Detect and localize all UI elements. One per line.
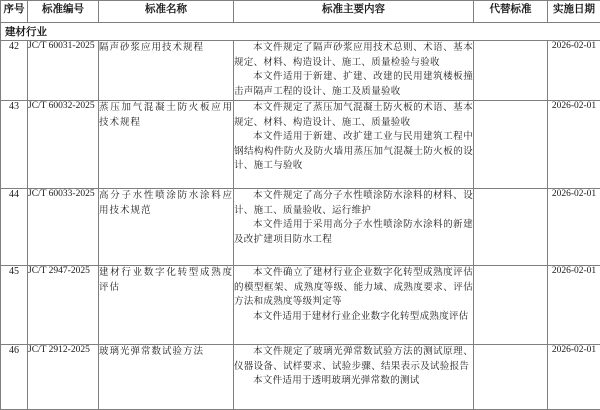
standard-content-cell	[234, 189, 474, 266]
standard-name-cell: 建材行业数字化转型成熟度评估	[99, 266, 234, 345]
content-paragraph: 本文件适用于采用高分子水性喷涂防水涂料的新建及改扩建项目防水工程	[234, 218, 473, 247]
content-paragraph: 本文件适用于新建、改扩建工业与民用建筑工程中钢结构构件防火及防火墙用蒸压加气混凝土防火板的设计、施工与验收	[234, 130, 473, 174]
replaced-standard-cell	[474, 345, 548, 410]
replaced-standard-cell	[474, 41, 548, 101]
standard-content-cell	[234, 101, 474, 189]
standard-content-cell	[234, 41, 474, 101]
section-row	[1, 23, 600, 41]
standard-code-cell: JC/T 60032-2025	[28, 101, 99, 189]
content-paragraph: 本文件规定了蒸压加气混凝土防火板的术语、基本规定、材料、构造设计、施工、质量验收	[234, 101, 473, 130]
date-cell: 2026-02-01	[548, 41, 600, 101]
standard-code-cell: JC/T 2947-2025	[28, 266, 99, 345]
column-header-standard-name: 标准名称	[99, 1, 234, 23]
content-paragraph: 本文件适用于建材行业企业数字化转型成熟度评估	[234, 310, 473, 325]
seq-cell: 45	[1, 266, 28, 345]
seq-cell: 46	[1, 345, 28, 410]
replaced-standard-cell	[474, 266, 548, 345]
date-cell: 2026-02-01	[548, 345, 600, 410]
table-row	[1, 266, 600, 345]
standard-name-cell: 高分子水性喷涂防水涂料应用技术规范	[99, 189, 234, 266]
content-paragraph: 本文件规定了玻璃光弹常数试验方法的测试原理、仪器设备、试样要求、试验步骤、结果表示及试验报告	[234, 345, 473, 374]
table-row	[1, 189, 600, 266]
content-paragraph: 本文件适用于新建、扩建、改建的民用建筑楼板撞击声隔声工程的设计、施工及质量验收	[234, 70, 473, 99]
header-row	[1, 1, 600, 23]
standard-content-cell	[234, 345, 474, 410]
seq-cell: 44	[1, 189, 28, 266]
content-paragraph: 本文件规定了隔声砂浆应用技术总则、术语、基本规定、材料、构造设计、施工、质量检验与验收	[234, 41, 473, 70]
replaced-standard-cell	[474, 101, 548, 189]
standard-code-cell: JC/T 60033-2025	[28, 189, 99, 266]
standard-name-cell: 隔声砂浆应用技术规程	[99, 41, 234, 101]
date-cell: 2026-02-01	[548, 101, 600, 189]
seq-cell: 42	[1, 41, 28, 101]
table-row	[1, 345, 600, 410]
column-header-replaced-standard: 代替标准	[474, 1, 548, 23]
standard-content-cell	[234, 266, 474, 345]
content-paragraph: 本文件规定了高分子水性喷涂防水涂料的材料、设计、施工、质量验收、运行维护	[234, 189, 473, 218]
seq-cell: 43	[1, 101, 28, 189]
column-header-seq: 序号	[1, 1, 28, 23]
replaced-standard-cell	[474, 189, 548, 266]
standard-code-cell: JC/T 2912-2025	[28, 345, 99, 410]
date-cell: 2026-02-01	[548, 189, 600, 266]
column-header-standard-code: 标准编号	[28, 1, 99, 23]
table-row	[1, 41, 600, 101]
standard-name-cell: 蒸压加气混凝土防火板应用技术规程	[99, 101, 234, 189]
section-title: 建材行业	[1, 23, 600, 41]
content-paragraph: 本文件确立了建材行业企业数字化转型成熟度评估的模型框架、成熟度等级、能力域、成熟度要求、评估方法和成熟度等级判定等	[234, 266, 473, 310]
column-header-implementation-date: 实施日期	[548, 1, 600, 23]
standard-code-cell: JC/T 60031-2025	[28, 41, 99, 101]
column-header-main-content: 标准主要内容	[234, 1, 474, 23]
table-row	[1, 101, 600, 189]
date-cell: 2026-02-01	[548, 266, 600, 345]
content-paragraph: 本文件适用于透明玻璃光弹常数的测试	[234, 374, 473, 389]
standard-name-cell: 玻璃光弹常数试验方法	[99, 345, 234, 410]
